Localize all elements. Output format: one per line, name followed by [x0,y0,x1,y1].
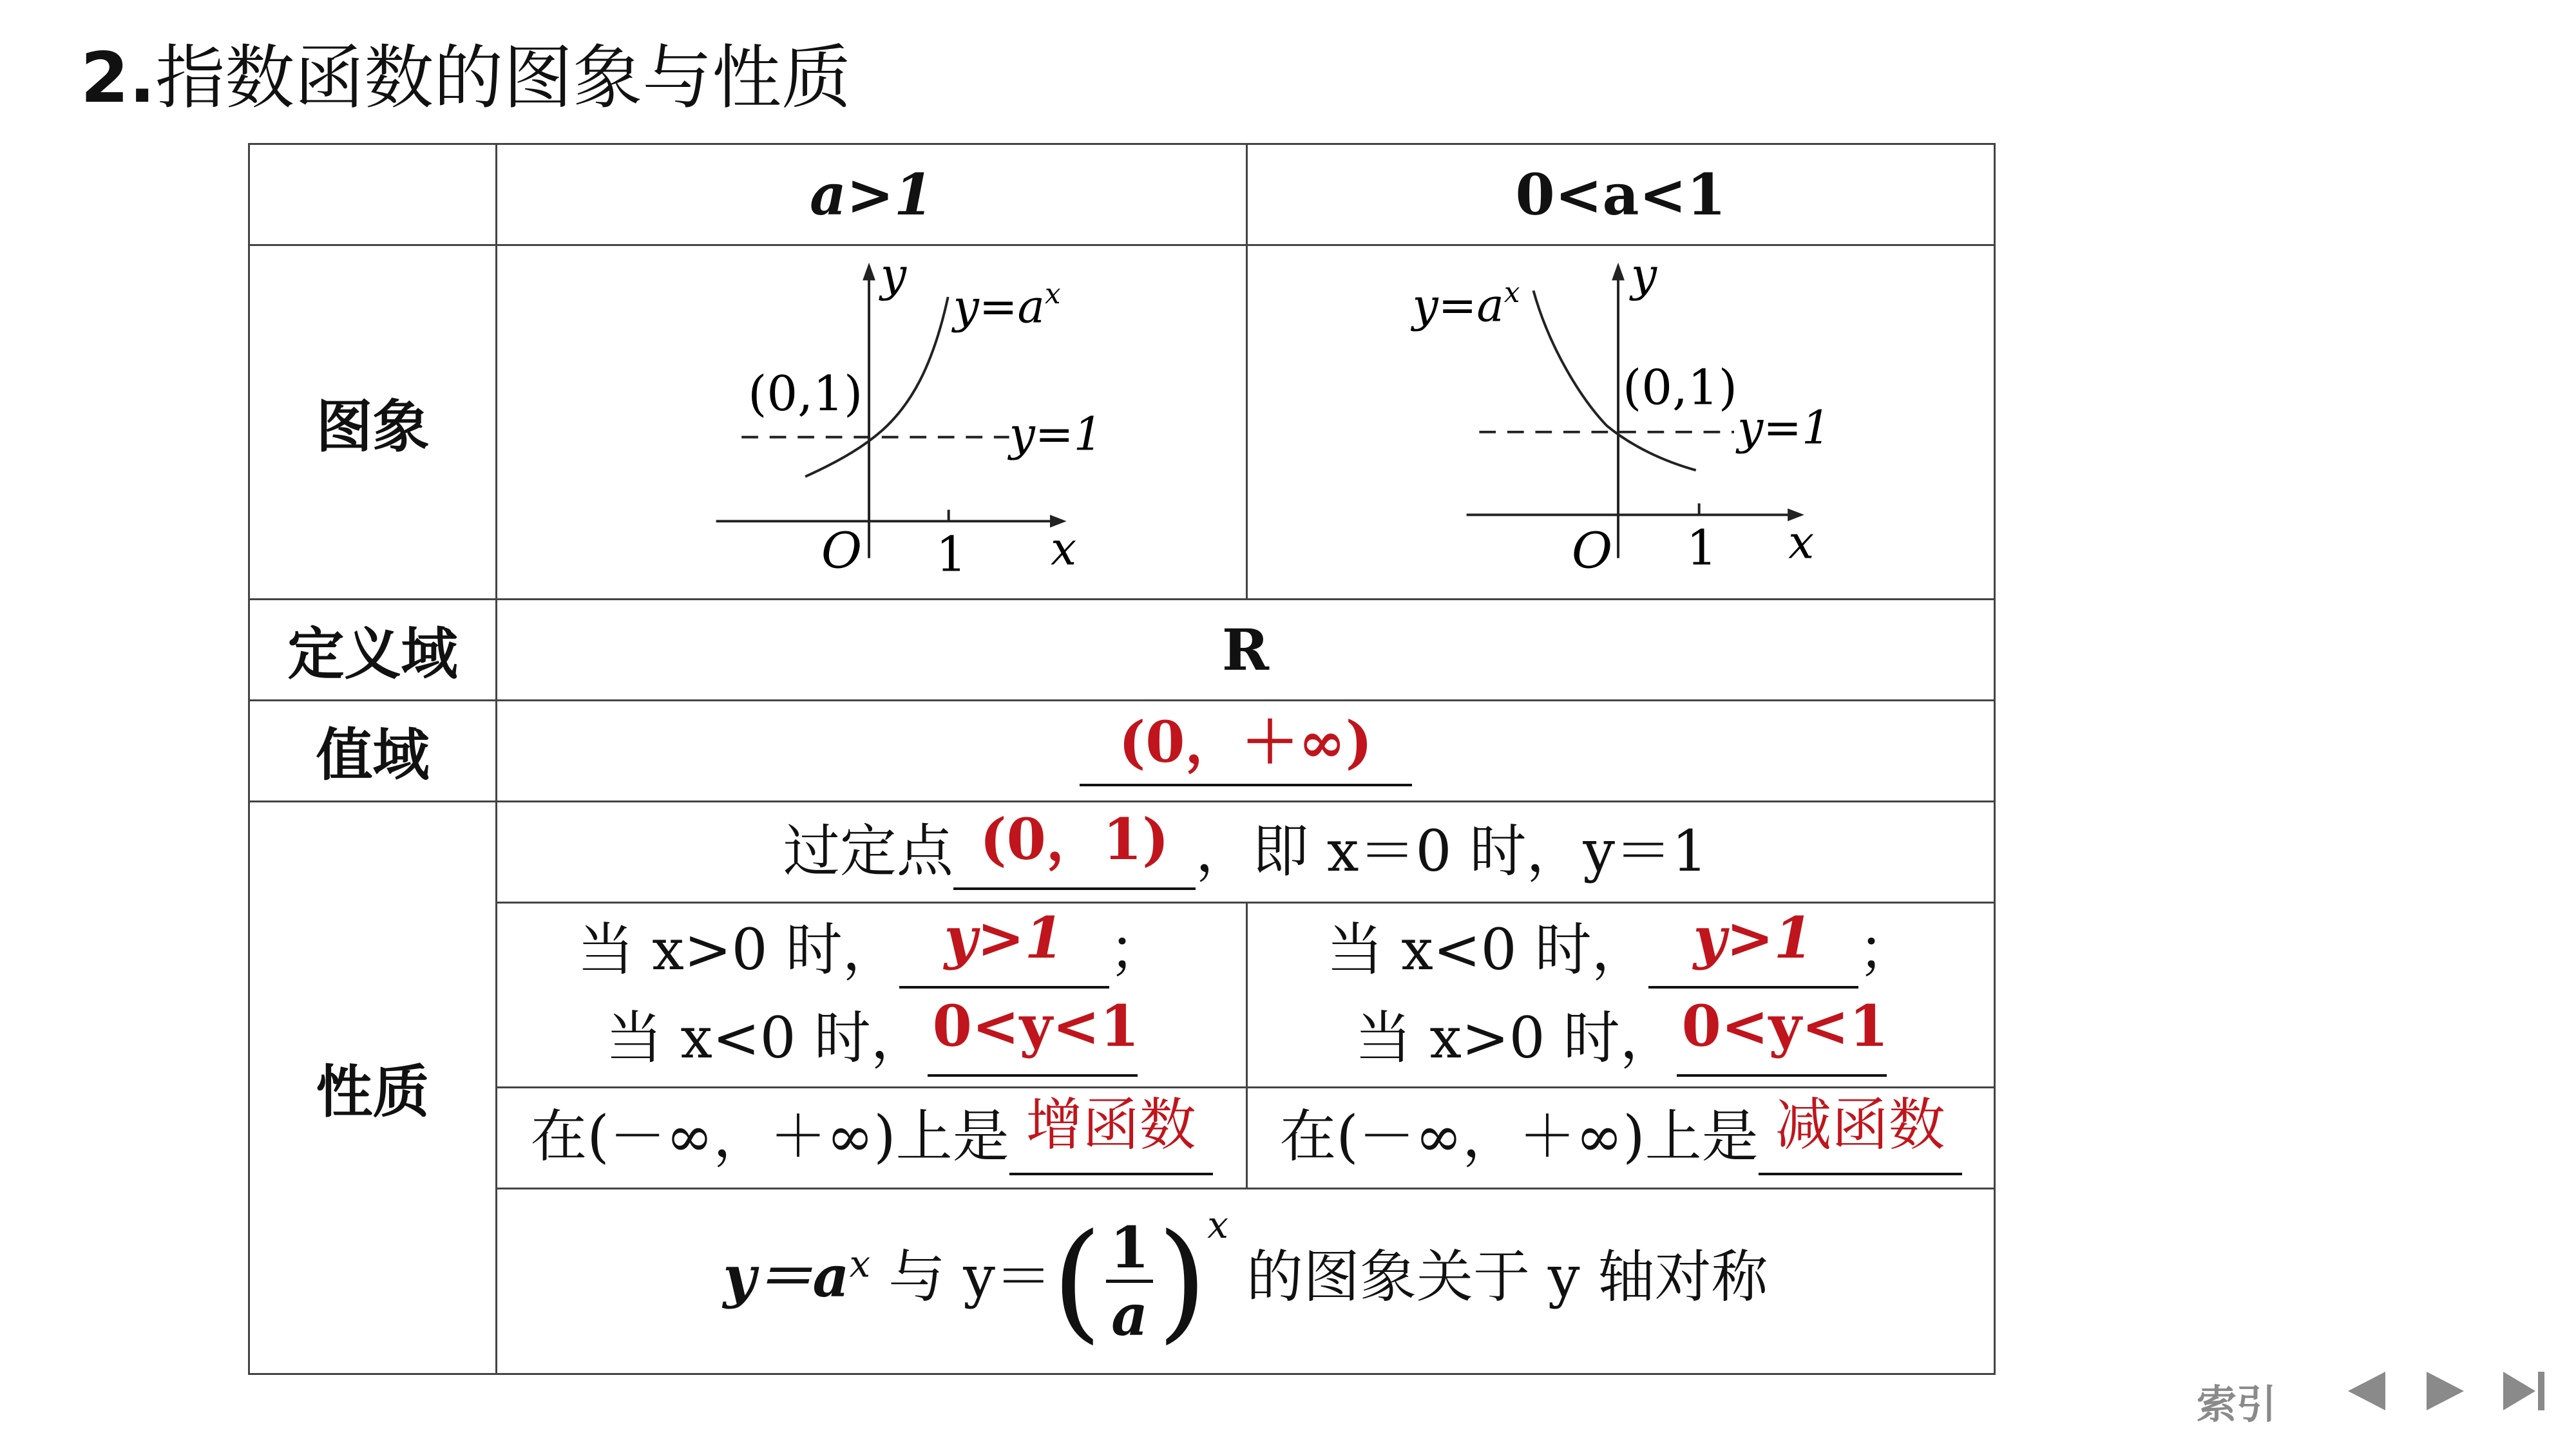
symmetry-suffix: 的图象关于 y 轴对称 [1246,1243,1768,1310]
monotonic-left-cell [495,1086,1248,1189]
index-link[interactable]: 索引 [2197,1380,2277,1428]
sign-right-cond2: 当 x>0 时， [1355,1005,1677,1071]
sign-right-line1 [1326,904,1915,995]
g2-y-arrow [1612,263,1625,281]
g2-point-label: (0,1) [1622,359,1738,416]
sign-right-blank2 [1677,989,1887,1077]
g1-asymptote-label: y=1 [1009,407,1103,461]
prev-triangle-icon [2344,1368,2390,1414]
g2-y-label: y [1630,248,1657,302]
monotonic-left-blank [1009,1088,1213,1175]
g1-x-label: x [1050,522,1077,576]
monotonic-left-prefix: 在(－∞，＋∞)上是 [530,1103,1009,1170]
sign-left-line2 [606,992,1140,1083]
sign-left-cell [495,902,1248,1088]
range-answer: (0，＋∞) [1118,708,1373,775]
g1-origin-label: O [821,522,863,580]
sign-left-blank1 [899,900,1109,989]
monotonic-left-answer: 增函数 [1026,1092,1196,1158]
sign-left-cond1: 当 x>0 时， [577,916,899,983]
page-title [81,33,851,124]
g1-curve-label: $y=a^x$ [953,278,1061,334]
title-text: 指数函数的图象与性质 [155,38,852,118]
monotonic-right-answer: 减函数 [1775,1092,1945,1158]
monotonic-right-cell [1246,1086,1996,1189]
symmetry-y1: y＝a [723,1242,850,1310]
prev-button[interactable] [2342,1365,2393,1417]
graph-increasing-cell [495,244,1248,600]
symmetry-cell [495,1188,1996,1375]
g2-curve-label: $y=a^x$ [1412,277,1520,332]
sign-left-blank2 [928,989,1138,1077]
g2-x-label: x [1788,515,1815,569]
g2-origin-label: O [1571,522,1613,580]
header-empty-cell [248,143,497,246]
g1-y-label: y [880,248,907,302]
symmetry-exp1: x [849,1241,871,1285]
fixed-point-cell [495,800,1996,904]
right-paren: ) [1157,1206,1208,1356]
sign-right-line2 [1355,992,1889,1083]
domain-label-cell [248,598,497,701]
properties-table [248,143,1996,1375]
sign-right-cond1: 当 x<0 时， [1326,916,1648,983]
sign-left-answer1: y>1 [944,904,1064,971]
header-col1-text: a>1 [810,161,933,228]
sign-right-answer2: 0<y<1 [1681,992,1889,1059]
next-button[interactable] [2419,1365,2470,1417]
monotonic-right-blank [1759,1088,1962,1175]
sign-left-line1 [577,904,1166,995]
fixed-point-blank [953,802,1196,890]
left-paren: ( [1051,1206,1102,1356]
fixed-point-answer: (0，1) [979,805,1169,873]
sign-left-sep: ； [1109,916,1166,983]
range-value-cell [495,699,1996,802]
last-page-icon [2499,1368,2551,1414]
header-col2-text: 0<a<1 [1515,161,1726,228]
g1-y-arrow [863,263,875,281]
fixed-point-suffix: ，即 x＝0 时，y＝1 [1195,817,1708,884]
sign-left-answer2: 0<y<1 [932,992,1140,1059]
sign-right-answer1: y>1 [1693,904,1813,971]
g1-tick-label: 1 [935,526,967,583]
g2-tick-label: 1 [1686,519,1717,576]
header-a-greater-1 [495,143,1248,246]
symmetry-line [723,1202,1768,1356]
symmetry-mid: 与 y＝ [888,1243,1052,1310]
properties-label: 性质 [316,1059,430,1125]
title-number: 2. [81,38,156,118]
monotonic-right-line [1279,1094,1961,1182]
header-a-between-0-1 [1246,143,1996,246]
graph-label-cell [248,244,497,600]
sign-right-blank1 [1648,900,1858,989]
symmetry-exp2: x [1207,1202,1228,1247]
fraction [1106,1214,1153,1349]
last-button[interactable] [2499,1365,2551,1417]
range-answer-blank [1080,703,1412,786]
decreasing-exponential-graph [1248,246,1994,598]
domain-value-cell [495,598,1996,701]
domain-label: 定义域 [287,621,458,687]
g1-point-label: (0,1) [748,365,863,422]
sign-right-sep: ； [1858,916,1915,983]
properties-label-cell [248,800,497,1375]
monotonic-left-line [530,1094,1212,1182]
graph-decreasing-cell [1246,244,1996,600]
sign-left-cond2: 当 x<0 时， [606,1005,928,1071]
increasing-exponential-graph [497,246,1246,598]
fraction-numerator: 1 [1106,1219,1153,1283]
domain-value: R [1221,616,1270,683]
fixed-point-prefix: 过定点 [783,817,953,884]
range-label: 值域 [316,722,430,788]
fraction-denominator: a [1111,1282,1149,1349]
g2-asymptote-label: y=1 [1737,401,1831,455]
fixed-point-line [783,805,1708,896]
next-triangle-icon [2421,1368,2468,1414]
monotonic-right-prefix: 在(－∞，＋∞)上是 [1279,1103,1759,1170]
graph-label: 图象 [316,393,430,460]
range-label-cell [248,699,497,802]
sign-right-cell [1246,902,1996,1088]
